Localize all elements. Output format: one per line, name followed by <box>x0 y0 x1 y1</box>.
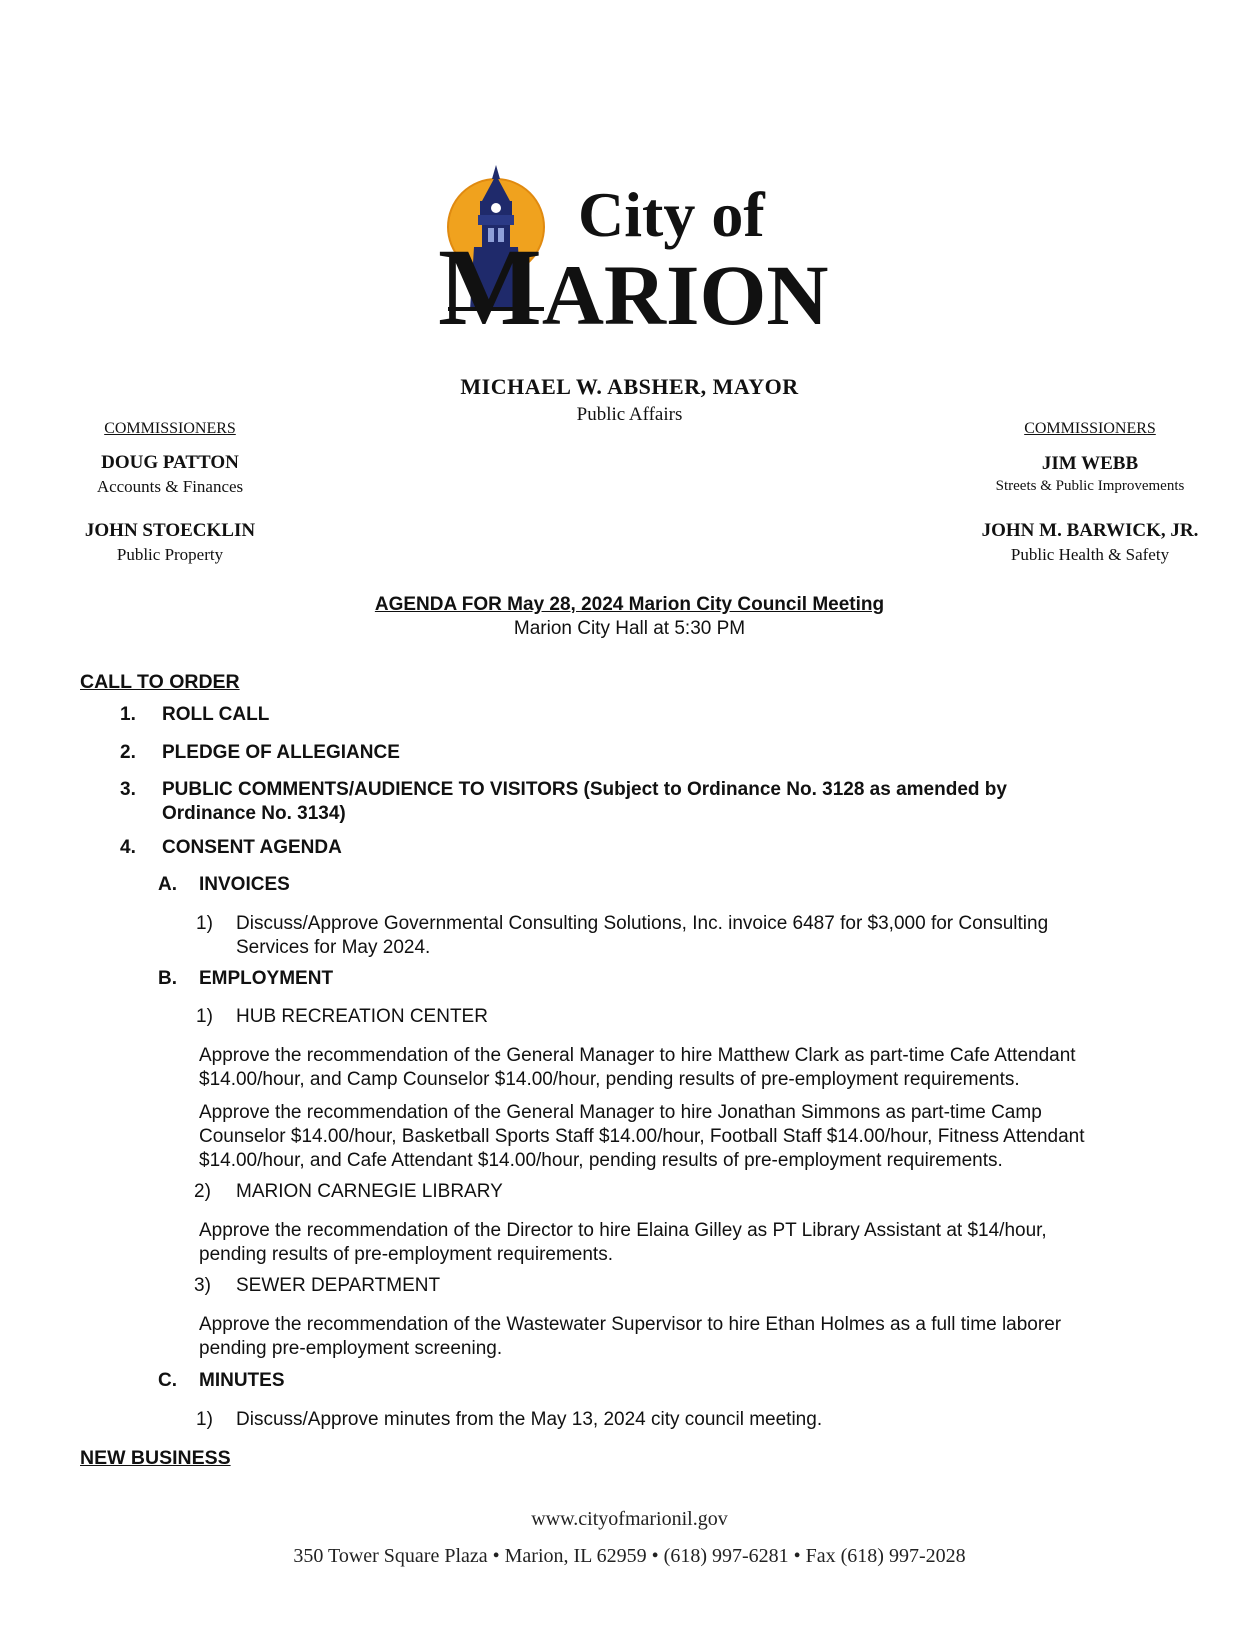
commissioner-role: Streets & Public Improvements <box>995 478 1185 494</box>
commissioner-name: JOHN STOECKLIN <box>84 520 256 541</box>
item-number: 1. <box>120 704 136 725</box>
sub-item-number: 1) <box>196 913 213 934</box>
mayor-role: Public Affairs <box>576 404 683 425</box>
commissioners-heading: COMMISSIONERS <box>1024 420 1156 437</box>
item-public-comments: PUBLIC COMMENTS/AUDIENCE TO VISITORS (Subject to Ordinance No. 3128 as amended by <box>162 779 1007 800</box>
commissioners-right <box>990 420 1190 438</box>
subsection-letter: C. <box>158 1370 177 1391</box>
mayor-block <box>0 374 1259 426</box>
commissioner-john-barwick <box>950 520 1230 565</box>
hub-paragraph-line: Approve the recommendation of the General Manager to hire Matthew Clark as part-time Cafe Attendant <box>199 1045 1076 1066</box>
invoice-item-line: Services for May 2024. <box>236 937 431 958</box>
agenda-title: AGENDA FOR May 28, 2024 Marion City Council Meeting <box>374 594 885 615</box>
item-number: 4. <box>120 837 136 858</box>
footer-website: www.cityofmarionil.gov <box>531 1508 728 1530</box>
library-paragraph-line: pending results of pre-employment requirements. <box>199 1244 613 1265</box>
agenda-location: Marion City Hall at 5:30 PM <box>513 618 746 639</box>
minutes-item: Discuss/Approve minutes from the May 13, 2024 city council meeting. <box>236 1409 823 1430</box>
commissioner-john-stoecklin <box>60 520 280 565</box>
sub-item-number: 2) <box>194 1181 211 1202</box>
section-call-to-order: CALL TO ORDER <box>80 671 240 693</box>
item-public-comments-cont: Ordinance No. 3134) <box>162 803 346 824</box>
logo-city-of: City of <box>578 179 765 250</box>
commissioner-name: JIM WEBB <box>1041 453 1139 474</box>
sewer-paragraph-line: Approve the recommendation of the Wastewater Supervisor to hire Ethan Holmes as a full time laborer <box>199 1314 1062 1335</box>
hub-paragraph-line: $14.00/hour, and Camp Counselor $14.00/hour, pending results of pre-employment requirements. <box>199 1069 1020 1090</box>
sub-item-number: 1) <box>196 1409 213 1430</box>
footer-address: 350 Tower Square Plaza • Marion, IL 62959 • (618) 997-6281 • Fax (618) 997-2028 <box>293 1545 966 1567</box>
item-pledge: PLEDGE OF ALLEGIANCE <box>162 742 400 763</box>
commissioners-heading: COMMISSIONERS <box>104 420 236 437</box>
commissioners-left <box>70 420 270 438</box>
commissioner-name: JOHN M. BARWICK, JR. <box>981 520 1199 541</box>
sub-item-number: 1) <box>196 1006 213 1027</box>
mayor-name: MICHAEL W. ABSHER, MAYOR <box>460 374 799 399</box>
subsection-invoices: INVOICES <box>199 874 290 895</box>
hub-paragraph-line: Counselor $14.00/hour, Basketball Sports Staff $14.00/hour, Football Staff $14.00/hour, Fitness Attendant <box>199 1126 1085 1147</box>
commissioner-name: DOUG PATTON <box>101 452 239 473</box>
subsection-letter: A. <box>158 874 177 895</box>
hub-paragraph-line: Approve the recommendation of the General Manager to hire Jonathan Simmons as part-time Camp <box>199 1102 1042 1123</box>
commissioner-role: Public Health & Safety <box>1010 545 1170 564</box>
commissioner-role: Accounts & Finances <box>96 477 244 496</box>
library-paragraph-line: Approve the recommendation of the Director to hire Elaina Gilley as PT Library Assistant at $14/hour, <box>199 1220 1047 1241</box>
hub-recreation-title: HUB RECREATION CENTER <box>236 1006 488 1027</box>
library-title: MARION CARNEGIE LIBRARY <box>236 1181 503 1202</box>
item-number: 2. <box>120 742 136 763</box>
hub-paragraph-line: $14.00/hour, and Cafe Attendant $14.00/hour, pending results of pre-employment requirements. <box>199 1150 1003 1171</box>
item-roll-call: ROLL CALL <box>162 704 270 725</box>
item-consent-agenda: CONSENT AGENDA <box>162 837 342 858</box>
logo-marion-initial: M <box>438 226 542 348</box>
agenda-title-block <box>0 594 1259 640</box>
commissioner-role: Public Property <box>116 545 224 564</box>
commissioner-jim-webb <box>970 453 1210 495</box>
sewer-title: SEWER DEPARTMENT <box>236 1275 441 1296</box>
invoice-item-line: Discuss/Approve Governmental Consulting Solutions, Inc. invoice 6487 for $3,000 for Consulting <box>236 913 1049 934</box>
subsection-employment: EMPLOYMENT <box>199 968 334 989</box>
subsection-minutes: MINUTES <box>199 1370 285 1391</box>
sewer-paragraph-line: pending pre-employment screening. <box>199 1338 503 1359</box>
item-number: 3. <box>120 779 136 800</box>
logo-marion-rest: ARION <box>541 247 829 343</box>
logo-marion <box>438 226 829 360</box>
sub-item-number: 3) <box>194 1275 211 1296</box>
city-logo <box>438 165 838 348</box>
commissioner-doug-patton <box>70 452 270 497</box>
section-new-business: NEW BUSINESS <box>80 1447 231 1469</box>
subsection-letter: B. <box>158 968 177 989</box>
